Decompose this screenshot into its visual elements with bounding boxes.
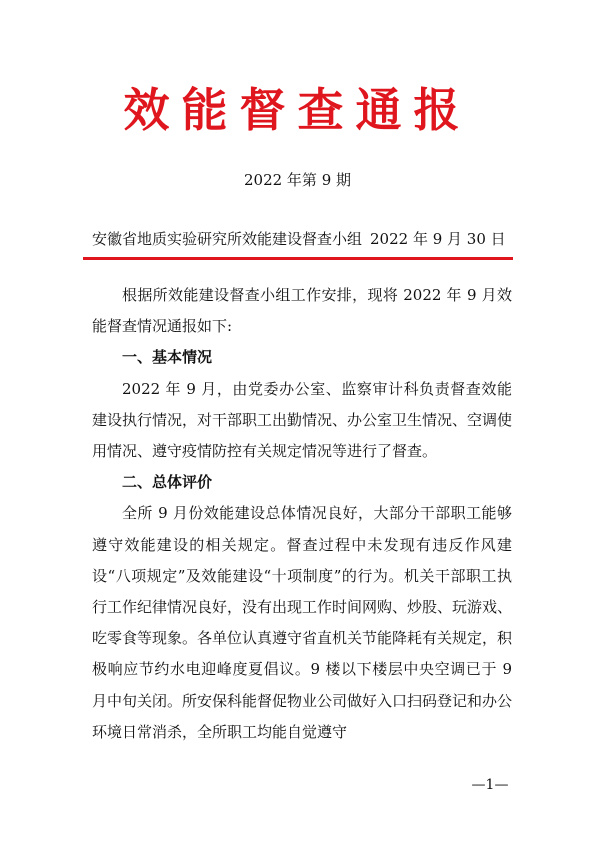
- document-body: [92, 280, 512, 748]
- issuer-line: [92, 228, 512, 250]
- red-divider-line: [83, 257, 513, 260]
- section-paragraph-overall-evaluation: 全所 9 月份效能建设总体情况良好，大部分干部职工能够遵守效能建设的相关规定。督查过程中未发现有违反作风建设“八项规定”及效能建设“十项制度”的行为。机关干部职工执行工作纪律情况良好，没有出现工作时间网购、炒股、玩游戏、吃零食等现象。各单位认真遵守省直机关节能降耗有关规定，积极响应节约水电迎峰度夏倡议。9 楼以下楼层中央空调已于 9 月中旬关闭。所安保科能督促物业公司做好入口扫码登记和办公环境日常消杀，全所职工均能自觉遵守: [92, 504, 513, 741]
- page-number: —1—: [471, 777, 509, 793]
- section-heading-overall-evaluation: 二、总体评价: [122, 473, 213, 492]
- section-paragraph-basic-situation: 2022 年 9 月，由党委办公室、监察审计科负责督查效能建设执行情况，对干部职工出勤情况、办公室卫生情况、空调使用情况、遵守疫情防控有关规定情况等进行了督查。: [92, 379, 513, 461]
- issue-date: 2022 年 9 月 30 日: [370, 230, 506, 248]
- document-masthead-title: 效能督查通报: [123, 83, 472, 137]
- intro-paragraph: 根据所效能建设督查小组工作安排，现将 2022 年 9 月效能督查情况通报如下:: [92, 286, 512, 336]
- issue-number: 2022 年第 9 期: [243, 171, 352, 189]
- issuer-name: 安徽省地质实验研究所效能建设督查小组: [92, 230, 363, 248]
- section-heading-basic-situation: 一、基本情况: [122, 348, 213, 367]
